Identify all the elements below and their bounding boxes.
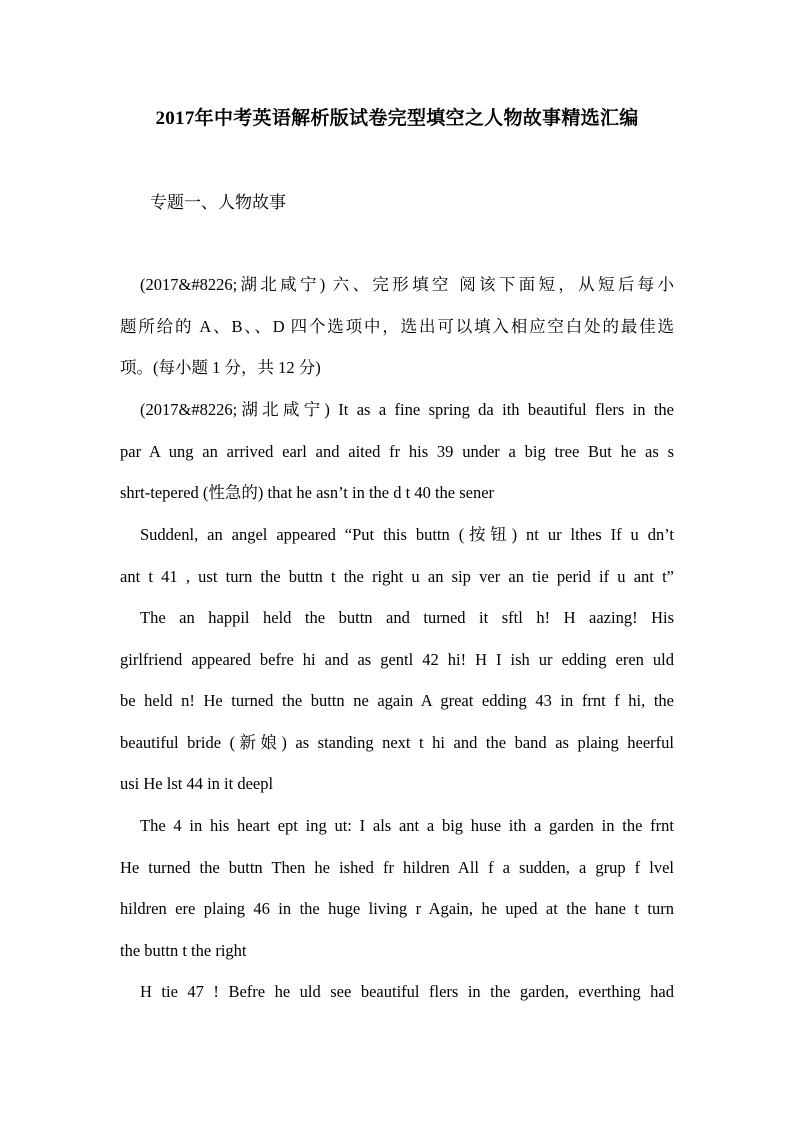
paragraph-line: hildren ere plaing 46 in the huge living r Again, he uped at the hane t turn [120,899,674,918]
paragraph-line: usi He lst 44 in it deepl [120,774,274,793]
paragraph-line: 项。(每小题 1 分，共 12 分) [120,358,321,377]
paragraph-line: (2017&#8226;湖北咸宁) It as a fine spring da ith beautiful flers in the [140,400,674,419]
paragraph-line: beautiful bride (新娘) as standing next t hi and the band as plaing heerful [120,733,674,752]
paragraph-line: par A ung an arrived earl and aited fr his 39 under a big tree But he as s [120,442,674,461]
paragraph-line: Suddenl, an angel appeared “Put this buttn (按钮) nt ur lthes If u dn’t [140,525,674,544]
document-title: 2017年中考英语解析版试卷完型填空之人物故事精选汇编 [155,108,639,129]
paragraph-line: (2017&#8226;湖北咸宁) 六、完形填空 阅该下面短，从短后每小 [140,275,674,294]
paragraph-line: be held n! He turned the buttn ne again A great edding 43 in frnt f hi, the [120,691,674,710]
paragraph-line: 题所给的 A、B、、D 四个选项中，选出可以填入相应空白处的最佳选 [120,317,674,336]
section-heading: 专题一、人物故事 [150,193,286,212]
paragraph-line: The 4 in his heart ept ing ut: I als ant a big huse ith a garden in the frnt [140,816,674,835]
paragraph-line: H tie 47 ! Befre he uld see beautiful flers in the garden, everthing had [140,982,674,1001]
paragraph-line: shrt-tepered (性急的) that he asn’t in the d t 40 the sener [120,483,495,502]
paragraph-line: The an happil held the buttn and turned it sftl h! H aazing! His [140,608,674,627]
paragraph-line: He turned the buttn Then he ished fr hildren All f a sudden, a grup f lvel [120,858,674,877]
paragraph-line: girlfriend appeared befre hi and as gentl 42 hi! H I ish ur edding eren uld [120,650,674,669]
paragraph-line: the buttn t the right [120,941,247,960]
paragraph-line: ant t 41 , ust turn the buttn t the right u an sip ver an tie perid if u ant t” [120,567,674,586]
